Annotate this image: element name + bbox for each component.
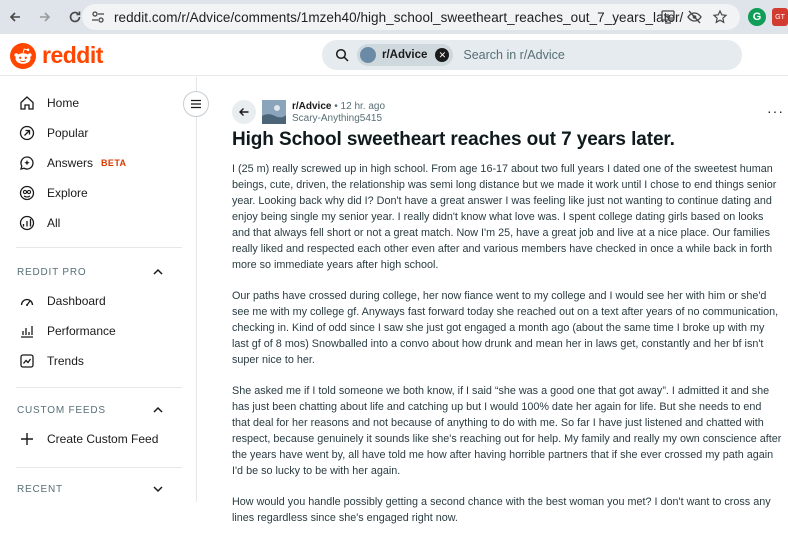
sidebar-divider (16, 387, 182, 388)
post-time: 12 hr. ago (340, 101, 386, 112)
post-title: High School sweetheart reaches out 7 years later. (232, 129, 675, 150)
post-body (232, 161, 782, 541)
search-scope-chip[interactable] (357, 44, 453, 66)
sidebar-item-trends[interactable] (18, 349, 84, 373)
arrow-left-icon (238, 106, 250, 118)
extension-icon[interactable]: GT (772, 8, 788, 26)
reddit-wordmark: reddit (42, 42, 103, 68)
explore-icon (18, 184, 36, 202)
sidebar-item-dashboard[interactable] (18, 289, 106, 313)
sidebar-item-label: Trends (47, 354, 84, 368)
collapse-sidebar-button[interactable] (183, 91, 209, 117)
sidebar-item-label: Home (47, 96, 80, 110)
sidebar-item-performance[interactable] (18, 319, 116, 343)
left-sidebar (0, 77, 197, 502)
author-link[interactable]: Scary-Anything5415 (292, 113, 383, 124)
meta-separator: • (334, 101, 338, 112)
post-meta (292, 101, 385, 112)
section-heading-recent: RECENT (17, 484, 63, 495)
sidebar-item-home[interactable] (18, 91, 79, 115)
plus-icon (18, 430, 36, 448)
trends-icon (18, 352, 36, 370)
tracking-protection-icon[interactable] (686, 9, 702, 25)
more-options-icon[interactable]: ··· (767, 103, 784, 119)
create-custom-feed-label: Create Custom Feed (47, 432, 159, 446)
url-text[interactable]: reddit.com/r/Advice/comments/1mzeh40/high_school_sweetheart_reaches_out_7_years_later/ (114, 9, 684, 25)
search-scope-label: r/Advice (382, 49, 428, 61)
site-header (0, 34, 788, 76)
subreddit-link[interactable]: r/Advice (292, 101, 332, 112)
sidebar-item-all[interactable] (18, 211, 60, 235)
clear-scope-icon[interactable]: ✕ (435, 48, 449, 62)
chevron-down-icon[interactable] (152, 483, 164, 495)
home-icon (18, 94, 36, 112)
post-paragraph: She asked me if I told someone we both know, if I said “she was a good one that got away”. I admitted it and she has just been chatting about life and catching up but I would 100% date her again for life. But she needs to end that deal for her reasons and not because of anything to do with me. So far I have just listened and chatted with respect, because genuinely it sounds like she's reaching out for help. My family and really my own conscience after the years have went by, all have told me how after having horrible partners that if she ever crossed my path again I'd be so lucky to be with her again. (232, 385, 782, 477)
post-paragraph: Our paths have crossed during college, her now fiance went to my college and I would see her with him or she'd see me with my college gf. Anyways fast forward today she reached out on a text after years of no communication, checking in. Kind of odd since I saw she just got engaged a month ago (about the same time I broke up with my last gf of 8 mos) Snowballed into a convo about how drunk and mean her in laws get, constantly and her bf isn't super nice to her. (232, 290, 779, 366)
sidebar-item-label: Explore (47, 186, 88, 200)
popular-icon (18, 124, 36, 142)
back-button[interactable] (232, 100, 256, 124)
address-bar[interactable] (82, 4, 740, 30)
browser-toolbar (0, 0, 788, 34)
grammar-extension-icon[interactable]: G (748, 8, 766, 26)
subreddit-avatar (360, 47, 376, 63)
menu-icon (190, 98, 202, 110)
sidebar-item-label: All (47, 216, 61, 230)
beta-badge: BETA (101, 158, 127, 168)
browser-back-icon[interactable] (4, 6, 26, 28)
section-heading-reddit-pro: REDDIT PRO (17, 267, 87, 278)
subreddit-icon[interactable] (262, 100, 286, 124)
sidebar-item-label: Popular (47, 126, 89, 140)
reddit-logo[interactable] (10, 42, 103, 69)
section-heading-custom-feeds: CUSTOM FEEDS (17, 405, 106, 416)
sidebar-item-answers[interactable] (18, 151, 126, 175)
sidebar-item-label: Answers (47, 156, 94, 170)
bookmark-star-icon[interactable] (712, 9, 728, 25)
post-paragraph: I (25 m) really screwed up in high school. From age 16-17 about two full years I dated one of the sweetest human beings, cute, driven, the relationship was semi long distance but we made it work until I chose to end things senior year. Looking back why did I? Don't have a great answer I was feeling like just not wanting to continue dating and enjoy being single my senior year. I really didn't know what love was. I spent college dating girls based on looks and that always fell short or not a great match. Now I'm 25, have a great job and live at a nice place. Our families really liked and respected each other even after and various members have checked in once a while back in forth more so immediate years after high school. (232, 163, 777, 271)
search-icon (334, 47, 350, 63)
search-input[interactable]: Search in r/Advice (463, 48, 565, 62)
dashboard-icon (18, 292, 36, 310)
answers-icon (18, 154, 36, 172)
reddit-snoo-icon (10, 43, 36, 69)
performance-icon (18, 322, 36, 340)
create-custom-feed-button[interactable] (18, 427, 158, 451)
all-icon (18, 214, 36, 232)
sidebar-divider (16, 467, 182, 468)
sidebar-item-label: Dashboard (47, 294, 106, 308)
post-paragraph: How would you handle possibly getting a second chance with the best woman you met? I don't want to cross any lines regardless since she's engaged right now. (232, 496, 771, 524)
chevron-up-icon[interactable] (152, 404, 164, 416)
sidebar-divider (16, 247, 182, 248)
sidebar-item-explore[interactable] (18, 181, 88, 205)
site-settings-icon[interactable] (90, 9, 106, 25)
sidebar-item-popular[interactable] (18, 121, 88, 145)
install-app-icon[interactable] (660, 9, 676, 25)
chevron-up-icon[interactable] (152, 266, 164, 278)
browser-forward-icon[interactable] (34, 6, 56, 28)
sidebar-item-label: Performance (47, 324, 116, 338)
search-bar[interactable] (322, 40, 742, 70)
